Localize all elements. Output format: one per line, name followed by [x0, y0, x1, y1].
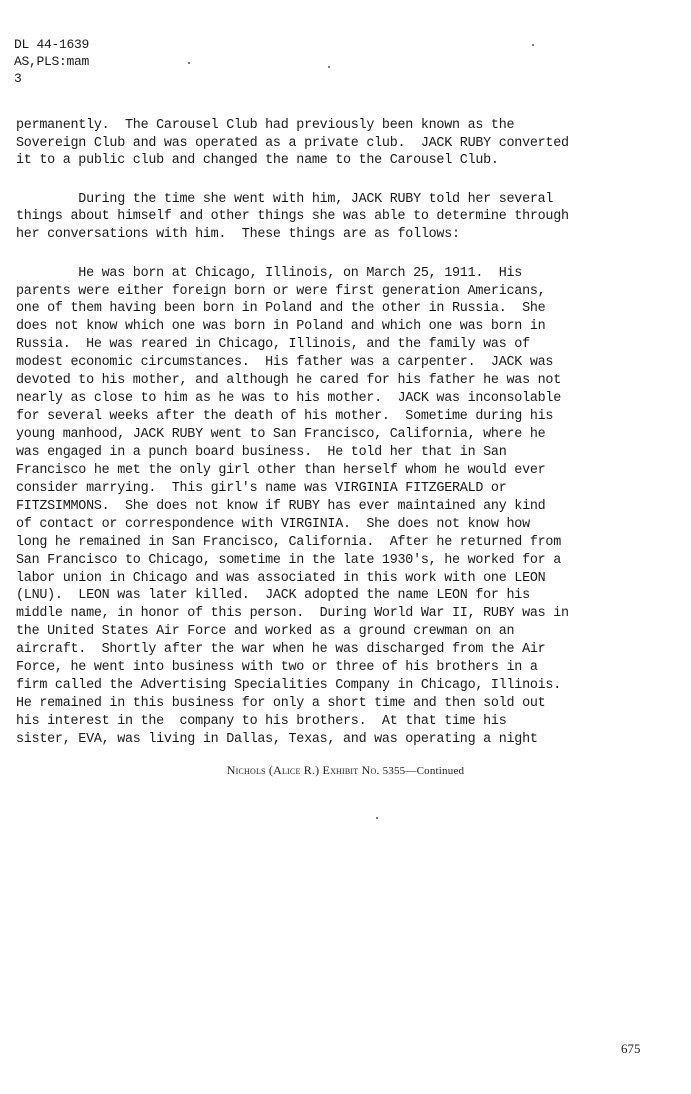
text-line: He was born at Chicago, Illinois, on March 25, 1911. His — [16, 265, 523, 281]
text-line: was engaged in a punch board business. He told her that in San — [16, 444, 507, 460]
text-line: one of them having been born in Poland and the other in Russia. She — [16, 301, 546, 317]
exhibit-continued: —Continued — [405, 765, 465, 777]
text-line: does not know which one was born in Poland and which one was born in — [16, 319, 546, 335]
text-line: for several weeks after the death of his mother. Sometime during his — [16, 409, 554, 425]
text-line: firm called the Advertising Specialities Company in Chicago, Illinois. — [16, 678, 561, 694]
document-body — [16, 117, 676, 770]
scan-speck — [376, 817, 378, 819]
exhibit-name: Nichols (Alice R.) Exhibit No. — [226, 763, 380, 777]
text-line: consider marrying. This girl's name was VIRGINIA FITZGERALD or — [16, 480, 507, 496]
text-line: it to a public club and changed the name to the Carousel Club. — [16, 153, 499, 169]
text-line: of contact or correspondence with VIRGINIA. She does not know how — [16, 516, 530, 532]
document-header — [14, 36, 89, 87]
text-line: FITZSIMMONS. She does not know if RUBY has ever maintained any kind — [16, 498, 546, 514]
page-index: 3 — [14, 71, 22, 86]
exhibit-number: 5355 — [382, 765, 406, 777]
scan-speck — [188, 62, 190, 64]
file-number: DL 44-1639 — [14, 37, 90, 52]
text-line: He remained in this business for only a short time and then sold out — [16, 696, 546, 712]
text-line: his interest in the company to his brothers. At that time his — [16, 714, 507, 729]
text-line: (LNU). LEON was later killed. JACK adopted the name LEON for his — [16, 588, 530, 604]
exhibit-caption — [0, 763, 691, 778]
text-line: parents were either foreign born or were first generation Americans, — [16, 283, 546, 299]
text-line: San Francisco to Chicago, sometime in the late 1930's, he worked for a — [16, 552, 561, 568]
text-line: modest economic circumstances. His father was a carpenter. JACK was — [16, 355, 554, 371]
text-line: Sovereign Club and was operated as a private club. JACK RUBY converted — [16, 135, 569, 151]
scan-speck — [328, 66, 330, 68]
paragraph-2 — [16, 191, 676, 244]
text-line: her conversations with him. These things are as follows: — [16, 226, 460, 242]
text-line: Force, he went into business with two or three of his brothers in a — [16, 660, 538, 676]
text-line: Francisco he met the only girl other than herself whom he would ever — [16, 462, 546, 478]
text-line: the United States Air Force and worked as a ground crewman on an — [16, 624, 515, 640]
page-number: 675 — [621, 1041, 641, 1056]
text-line: Russia. He was reared in Chicago, Illinois, and the family was of — [16, 337, 530, 353]
text-line: sister, EVA, was living in Dallas, Texas, and was operating a night — [16, 731, 538, 747]
text-line: labor union in Chicago and was associated in this work with one LEON — [16, 570, 546, 586]
text-line: things about himself and other things she was able to determine through — [16, 209, 569, 225]
text-line: During the time she went with him, JACK RUBY told her several — [16, 191, 554, 207]
scan-speck — [532, 44, 534, 46]
text-line: nearly as close to him as he was to his mother. JACK was inconsolable — [16, 391, 561, 407]
paragraph-1 — [16, 117, 676, 170]
author-initials: AS,PLS:mam — [14, 54, 90, 69]
text-line: middle name, in honor of this person. During World War II, RUBY was in — [16, 606, 569, 622]
text-line: permanently. The Carousel Club had previously been known as the — [16, 118, 515, 133]
text-line: aircraft. Shortly after the war when he was discharged from the Air — [16, 642, 546, 658]
text-line: devoted to his mother, and although he cared for his father he was not — [16, 373, 561, 389]
paragraph-3 — [16, 265, 676, 749]
text-line: young manhood, JACK RUBY went to San Francisco, California, where he — [16, 427, 546, 442]
text-line: long he remained in San Francisco, California. After he returned from — [16, 534, 561, 550]
